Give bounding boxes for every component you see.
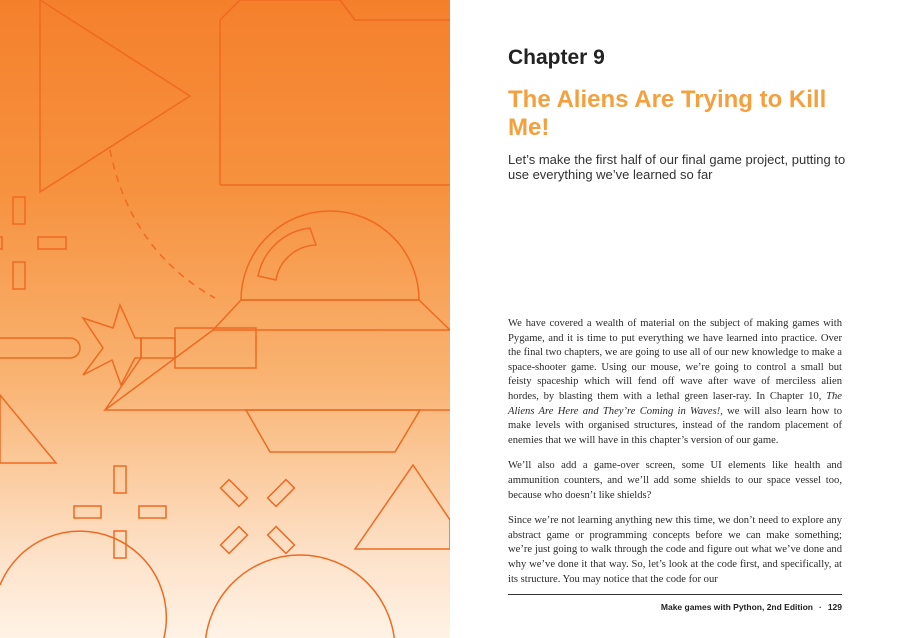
paragraph-1: We have covered a wealth of material on the subject of making games with Pygame, and it is time to put everything we have learned into practice. Over the final two chapters, we are going to use all of our new knowledge to make a space-shooter game. Using our mouse, we’re going to control a small but feisty spaceship which will fend off wave after wave of merciless alien hordes, by blasting them with a lethal green laser-ray. In Chapter 10, The Aliens Are Here and They’re Coming in Waves!, we will also learn how to make levels with organised structures, instead of the random placement of enemies that we will have in this chapter’s version of our game. xyxy=(508,318,842,446)
left-triangle xyxy=(0,395,56,463)
dpad-right xyxy=(139,506,166,518)
footer-divider xyxy=(508,594,842,595)
laser-beam xyxy=(0,338,80,358)
chapter-number: Chapter 9 xyxy=(508,46,605,69)
chapter-reference: The Aliens Are Here and They’re Coming in Waves! xyxy=(508,390,842,417)
dpad-left xyxy=(74,506,101,518)
book-title: Make games with Python, 2nd Edition xyxy=(660,602,813,612)
chapter-subtitle: Let’s make the first half of our final game project, putting to use everything we’ve learned so far xyxy=(508,152,846,182)
dpad-down xyxy=(114,531,126,558)
footer-separator: · xyxy=(818,602,822,612)
bottom-arc xyxy=(0,531,166,638)
text-page xyxy=(450,0,900,638)
paragraph-3: Since we’re not learning anything new this time, we don’t need to explore any abstract game or programming concepts before we can make something; we’re just going to walk through the code and figure out what we’ve done and why we’ve done it that way. So, let’s look at the code first, and specifically, at its structure. You may notice that the code for our xyxy=(508,515,842,585)
dashed-trajectory xyxy=(110,150,215,298)
ufo-body xyxy=(213,300,450,330)
paragraph-2: We’ll also add a game-over screen, some UI elements like health and ammunition counters, and we’ll add some shields to our space vessel too, because who doesn’t like shields? xyxy=(508,460,842,501)
body-text xyxy=(508,317,842,598)
chapter-title: The Aliens Are Trying to Kill Me! xyxy=(508,86,827,141)
right-triangle xyxy=(355,465,450,549)
triangle-shape xyxy=(40,0,190,192)
dpad-up xyxy=(114,466,126,493)
page-footer xyxy=(508,602,842,612)
box-shape xyxy=(220,0,450,185)
button-diamond xyxy=(221,480,248,507)
ufo-window xyxy=(258,228,316,280)
page-number: 129 xyxy=(827,602,842,612)
cross-piece xyxy=(13,197,25,224)
cannon xyxy=(175,328,256,368)
ufo-base xyxy=(246,410,420,452)
laser-blast xyxy=(83,305,141,385)
ufo-dome xyxy=(241,211,419,300)
